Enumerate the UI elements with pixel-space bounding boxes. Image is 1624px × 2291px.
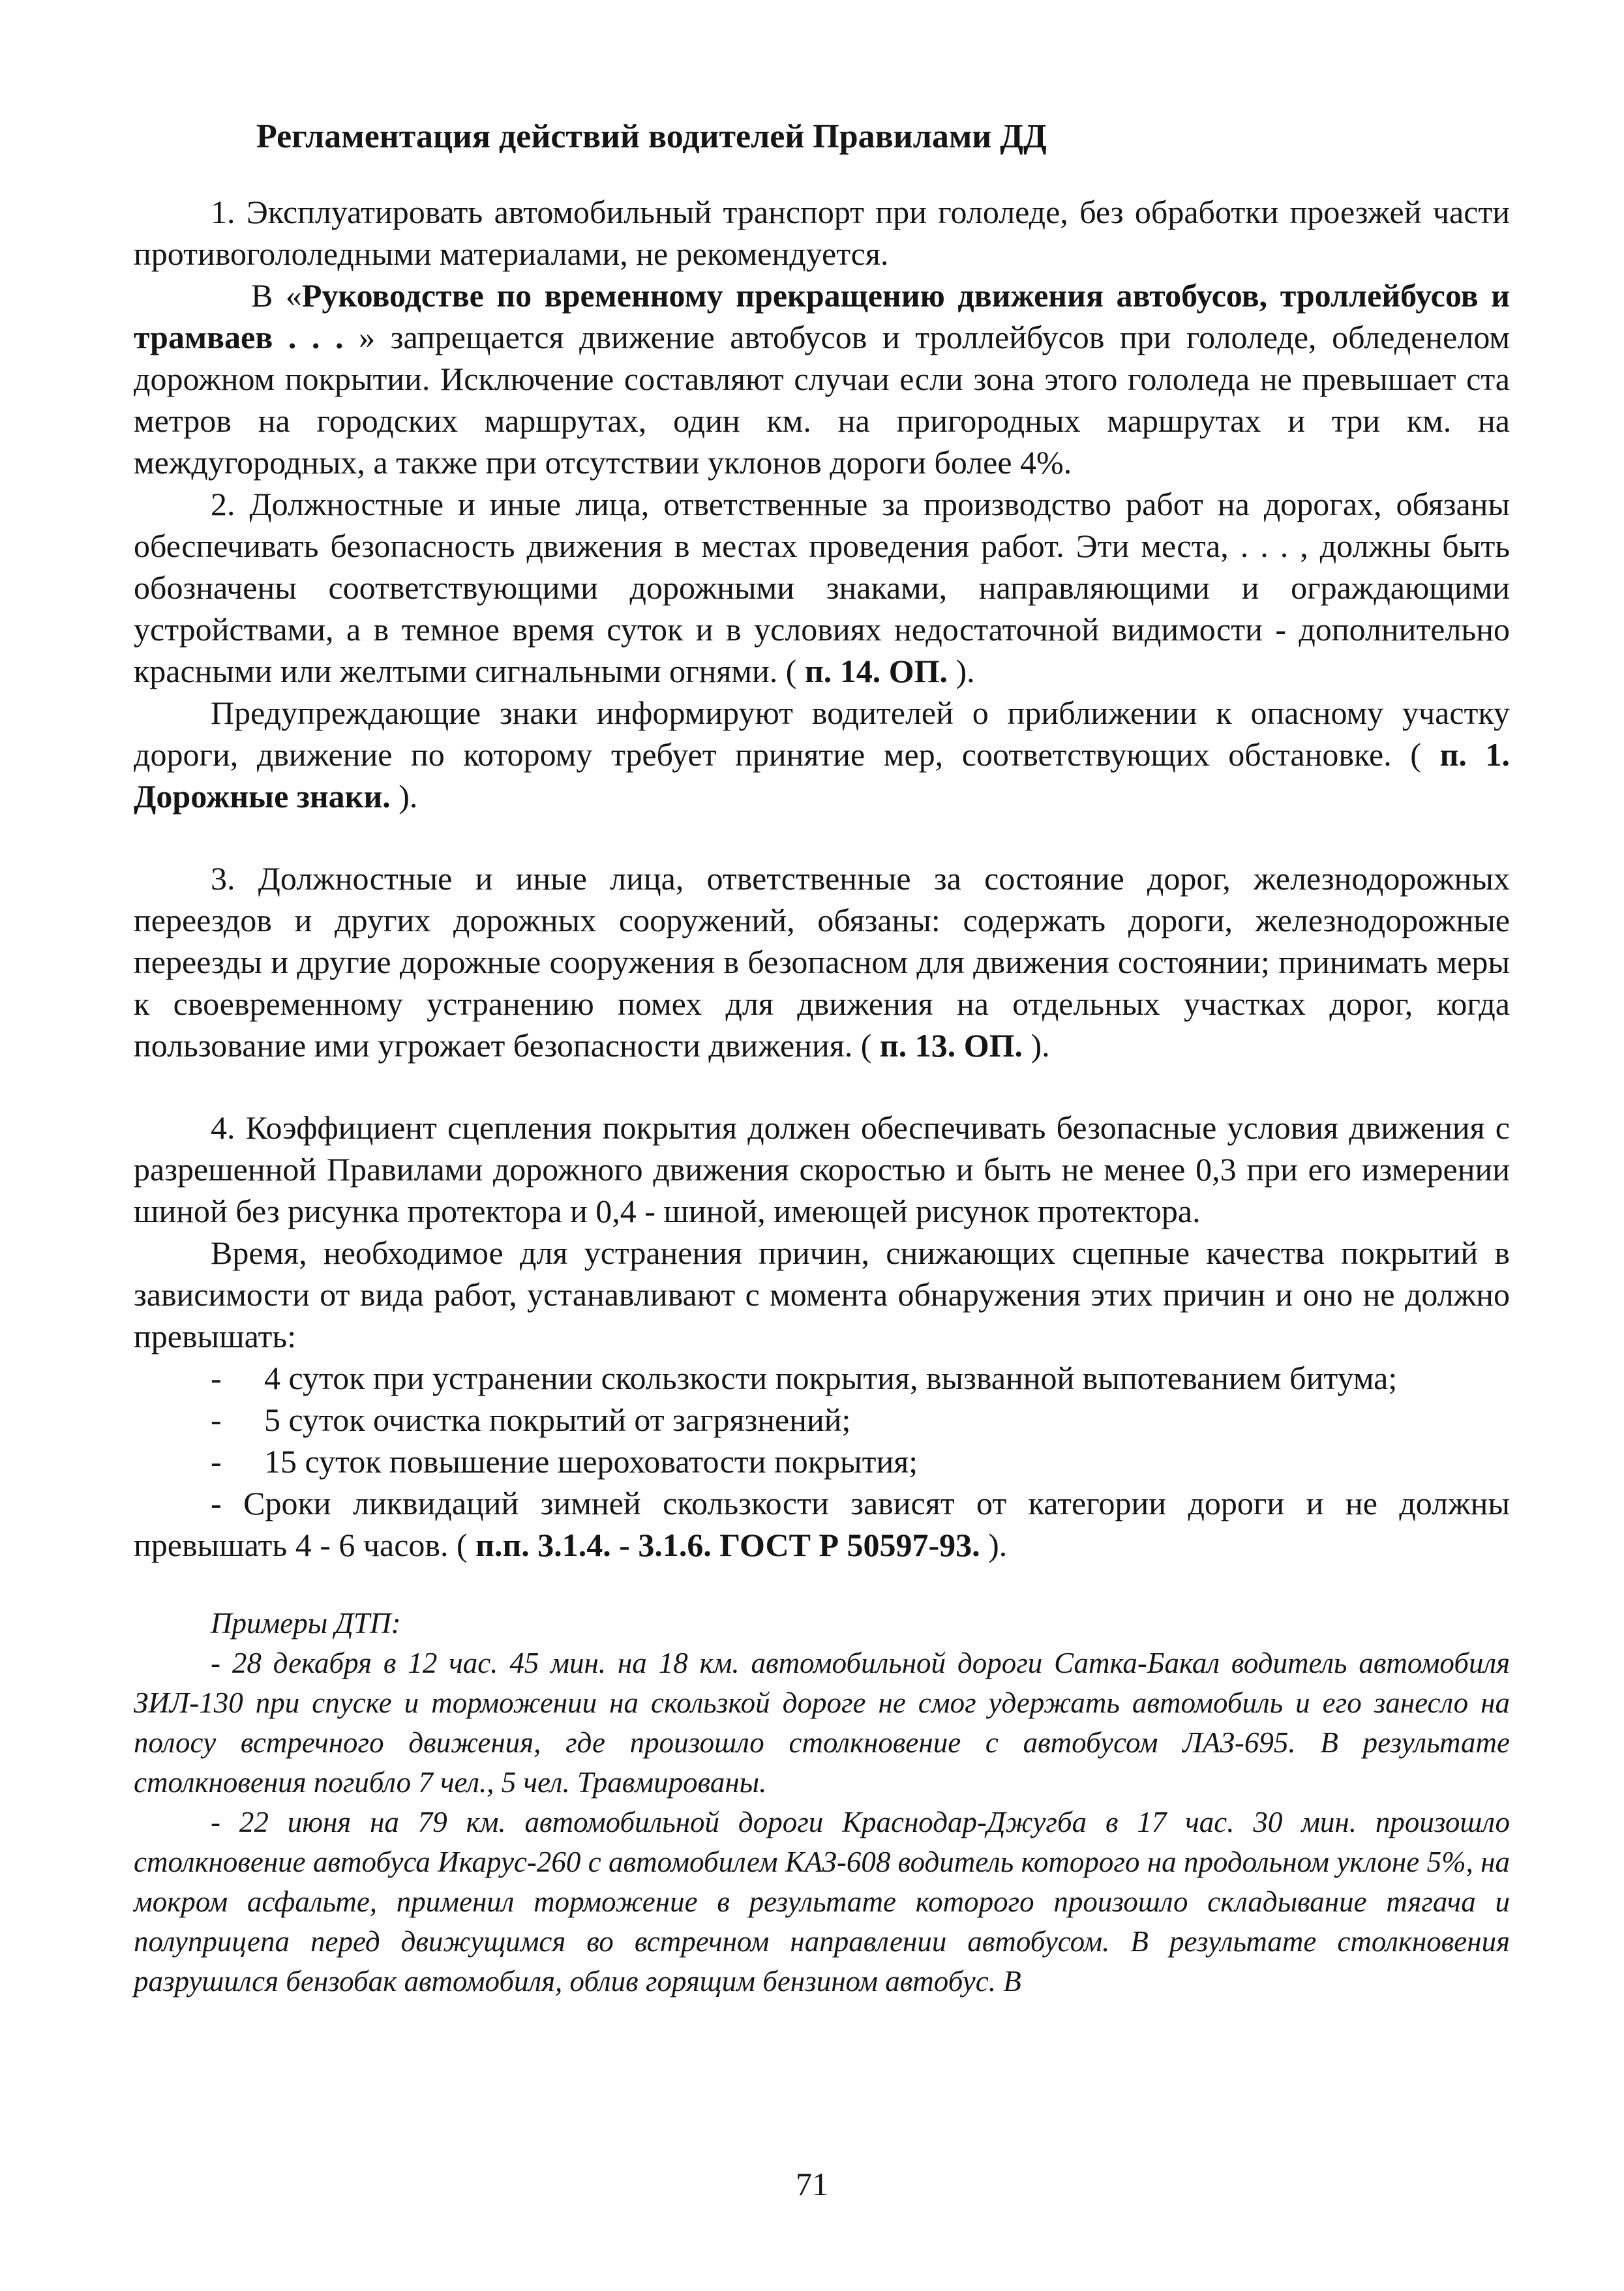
examples-title: Примеры ДТП: <box>211 1607 401 1640</box>
list-item: - 4 суток при устранении скользкости покрытия, вызванной выпотеванием битума; <box>211 1360 1398 1396</box>
paragraph-4: 4. Коэффициент сцепления покрытия должен обеспечивать безопасные условия движения с разрешенной Правилами дорожного движения скоростью и быть не менее 0,3 при его измерении шиной без рисунка протектора и 0,4 - шиной, имеющей рисунок протектора. <box>134 1109 1510 1229</box>
paragraph-3 <box>134 858 1510 1066</box>
paragraph-1b <box>134 275 1510 483</box>
paragraph-3-end: ). <box>1023 1027 1050 1064</box>
list-item-last <box>134 1482 1510 1566</box>
example-1: - 28 декабря в 12 час. 45 мин. на 18 км. автомобильной дороги Сатка-Бакал водитель автомобиля ЗИЛ-130 при спуске и торможении на скользкой дороге не смог удержать автомобиль и его занесло на полосу встречного движения, где произошло столкновение с автобусом ЛАЗ-695. В результате столкновения погибло 7 чел., 5 чел. Травмированы. <box>134 1647 1510 1799</box>
last-item-end: ). <box>980 1527 1008 1563</box>
paragraph-2-ref: п. 14. ОП. <box>804 653 948 689</box>
list-item: - 5 суток очистка покрытий от загрязнений; <box>211 1401 851 1438</box>
paragraph-1: 1. Эксплуатировать автомобильный транспорт при гололеде, без обработки проезжей части противогололедными материалами, не рекомендуется. <box>134 194 1510 272</box>
paragraph-2b <box>134 692 1510 817</box>
paragraph-1b-bold: Руководстве по временному прекращению движения автобусов, троллейбусов и трамваев . . . <box>134 277 1510 355</box>
paragraph-2b-end: ). <box>390 778 418 815</box>
last-item-ref: п.п. 3.1.4. - 3.1.6. ГОСТ Р 50597-93. <box>475 1527 980 1563</box>
paragraph-1b-pre: В « <box>251 277 302 314</box>
paragraph-2b-text: Предупреждающие знаки информируют водителей о приближении к опасному участку дороги, движение по которому требует принятие мер, соответствующих обстановке. ( <box>134 695 1510 773</box>
examples-section <box>134 1604 1510 2001</box>
paragraph-3-text: 3. Должностные и иные лица, ответственные за состояние дорог, железнодорожных переездов и других дорожных сооружений, обязаны: содержать дороги, железнодорожные переезды и другие дорожные сооружения в безопасном для движения состоянии; принимать меры к своевременному устранению помех для движения на отдельных участках дорог, когда пользование ими угрожает безопасности движения. ( <box>134 860 1510 1064</box>
example-2: - 22 июня на 79 км. автомобильной дороги Краснодар-Джугба в 17 час. 30 мин. произошло столкновение автобуса Икарус-260 с автомобилем КАЗ-608 водитель которого на продольном уклоне 5%, на мокром асфальте, применил торможение в результате которого произошло складывание тягача и полуприцепа перед движущимся во встречном направлении автобусом. В результате столкновения разрушился бензобак автомобиля, облив горящим бензином автобус. В <box>134 1806 1510 1998</box>
paragraph-4b: Время, необходимое для устранения причин, снижающих сцепные качества покрытий в зависимости от вида работ, устанавливают с момента обнаружения этих причин и оно не должно превышать: <box>134 1235 1510 1355</box>
paragraph-2-text: 2. Должностные и иные лица, ответственные за производство работ на дорогах, обязаны обеспечивать безопасность движения в местах проведения работ. Эти места, . . . , должны быть обозначены соответствующими дорожными знаками, направляющими и ограждающими устройствами, а в темное время суток и в условиях недостаточной видимости - дополнительно красными или желтыми сигнальными огнями. ( <box>134 486 1510 689</box>
last-item-text: - Сроки ликвидаций зимней скользкости зависят от категории дороги и не должны превышать 4 - 6 часов. ( <box>134 1485 1510 1563</box>
page-title: Регламентация действий водителей Правилами ДД <box>256 118 1047 155</box>
paragraph-1b-post: » запрещается движение автобусов и троллейбусов при гололеде, обледенелом дорожном покрытии. Исключение составляют случаи если зона этого гололеда не превышает ста метров на городских маршрутах, один км. на пригородных маршрутах и три км. на междугородных, а также при отсутствии уклонов дороги более 4%. <box>134 319 1511 481</box>
paragraph-2 <box>134 483 1510 692</box>
page-content <box>134 114 1510 2001</box>
paragraph-2b-ref: п. 1. Дорожные знаки. <box>134 736 1510 815</box>
list-item: - 15 суток повышение шероховатости покрытия; <box>211 1443 918 1480</box>
paragraph-3-ref: п. 13. ОП. <box>879 1027 1023 1064</box>
page-number: 71 <box>796 2166 828 2202</box>
paragraph-2-end: ). <box>948 653 975 689</box>
term-list <box>134 1357 1510 1482</box>
